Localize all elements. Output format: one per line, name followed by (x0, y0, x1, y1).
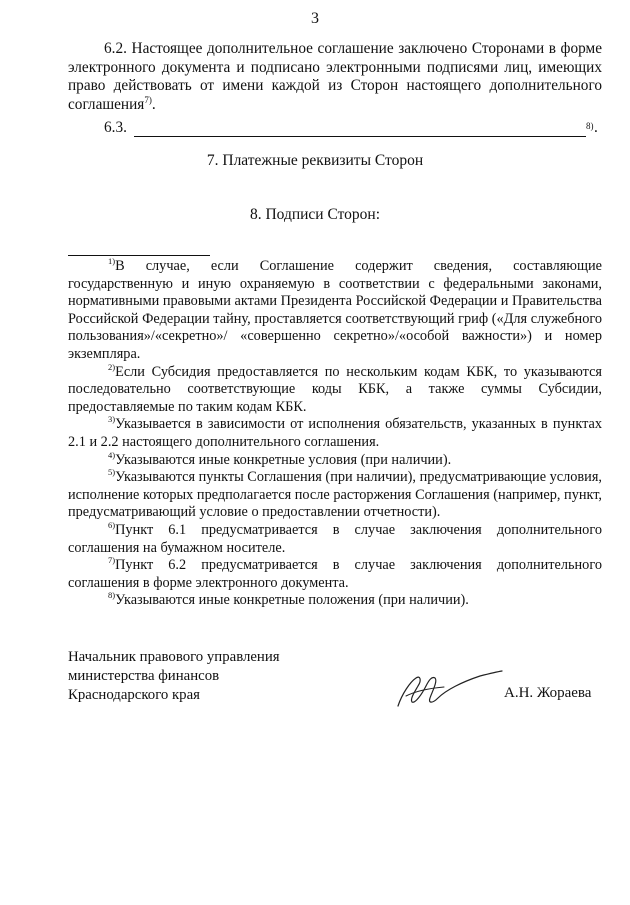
footnote-1 (68, 258, 602, 364)
footnote-8 (68, 592, 602, 610)
footnote-4-text: Указываются иные конкретные условия (при наличии). (115, 451, 452, 468)
clause-6-2 (68, 40, 602, 114)
clause-6-2-end: . (151, 95, 156, 113)
page-number: 3 (311, 10, 319, 27)
clause-6-3-end: . (594, 119, 598, 136)
footnote-2-ref: 2) (108, 361, 116, 372)
footnote-4 (68, 449, 602, 470)
footnote-7-text: Пункт 6.2 предусматривается в случае заключения дополнительного соглашения в форме электронного документа. (68, 557, 602, 591)
clause-6-3-label: 6.3. (104, 119, 127, 136)
footnote-separator (68, 255, 210, 256)
footnote-8-ref: 8) (108, 590, 116, 601)
footnote-5 (68, 469, 602, 522)
footnote-5-ref: 5) (108, 467, 116, 478)
footnote-8-text: Указываются иные конкретные положения (при наличии). (115, 592, 469, 609)
footnote-3-ref: 3) (108, 414, 116, 425)
footnote-4-ref: 4) (108, 449, 116, 460)
signatory-name: А.Н. Жораева (504, 685, 592, 701)
footnote-6 (68, 522, 602, 557)
blank-fill-line (134, 136, 586, 137)
footnote-ref-8: 8) (586, 121, 594, 131)
footnote-7 (68, 557, 602, 592)
section-7-heading: 7. Платежные реквизиты Сторон (206, 152, 424, 169)
signatory-title-line-1: Начальник правового управления (68, 649, 280, 665)
clause-6-2-text: 6.2. Настоящее дополнительное соглашение заключено Сторонами в форме электронного документа и подписано электронными подписями лиц, имеющих право действовать от имени каждой из Сторон настоящего дополнительного соглашения (68, 40, 602, 113)
handwritten-signature (392, 666, 504, 712)
footnotes-block (68, 258, 602, 610)
footnote-1-text: В случае, если Соглашение содержит сведения, составляющие государственную и иную охраняемую в соответствии с федеральными законами, нормативными правовыми актами Президента Российской Федерации и Правительства Российской Федерации тайну, проставляется соответствующий гриф («Для служебного пользования»/«секретно»/ «совершенно секретно»/«особой важности») и номер экземпляра. (68, 258, 602, 362)
footnote-6-ref: 6) (108, 520, 116, 531)
footnote-7-ref: 7) (108, 555, 116, 566)
footnote-ref-7: 7) (144, 94, 152, 105)
footnote-3-text: Указывается в зависимости от исполнения обязательств, указанных в пунктах 2.1 и 2.2 настоящего дополнительного соглашения. (68, 416, 602, 450)
footnote-6-text: Пункт 6.1 предусматривается в случае заключения дополнительного соглашения на бумажном носителе. (68, 521, 602, 556)
signatory-title-line-3: Краснодарского края (68, 687, 200, 703)
footnote-3 (68, 416, 602, 451)
footnote-2-text: Если Субсидия предоставляется по нескольким кодам КБК, то указываются последовательно соответствующие коды КБК, а также суммы Субсидии, предоставляемые по таким кодам КБК. (68, 363, 602, 415)
signatory-title (68, 648, 280, 705)
signatory-title-line-2: министерства финансов (68, 668, 220, 684)
footnote-5-text: Указываются пункты Соглашения (при наличии), предусматривающие условия, исполнение которых предполагается после расторжения Соглашения (например, пункт, предусматривающий условие о предоставлении отчетности). (68, 469, 602, 521)
footnote-2 (68, 361, 602, 417)
section-8-heading: 8. Подписи Сторон: (249, 206, 381, 223)
footnote-1-ref: 1) (108, 256, 116, 267)
